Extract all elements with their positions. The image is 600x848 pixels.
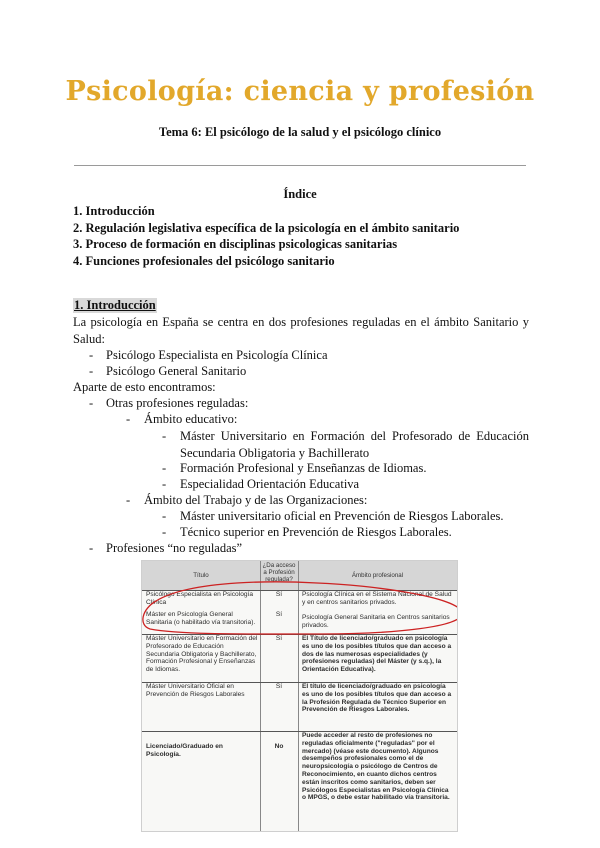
- index-item: 2. Regulación legislativa específica de la psicología en el ámbito sanitario: [73, 220, 460, 235]
- list-item: Técnico superior en Prevención de Riesgos Laborales.: [180, 525, 452, 539]
- table-cell: Psicólogo Especialista en Psicología Clínica: [146, 591, 254, 606]
- list-dash: -: [162, 477, 167, 491]
- table-header: Título: [193, 572, 209, 579]
- table-cell: Puede acceder al resto de profesiones no reguladas oficialmente ("reguladas" por el mercado) (véase este documento). Algunos desempeños profesionales como el de neuropsicología o psicólogo de Centros de Reconocimiento, en cuanto dichos centros están inscritos como sanitarios, deben ser Psicólogos Especialistas en Psicología Clínica o MPGS, o debe estar habilitado vía transitoria.: [302, 732, 450, 802]
- index-item: 4. Funciones profesionales del psicólogo sanitario: [73, 253, 335, 268]
- table-cell: Psicología Clínica en el Sistema Nacional de Salud y en centros sanitarios privados.: [302, 591, 452, 606]
- list-dash: -: [162, 429, 167, 443]
- table-header: ¿Da acceso a Profesión regulada?: [262, 562, 296, 583]
- table-cell: Sí: [275, 611, 283, 618]
- intro-paragraph: La psicología en España se centra en dos profesiones reguladas en el ámbito Sanitario y Salud:: [73, 315, 529, 346]
- index-item: 3. Proceso de formación en disciplinas psicologicas sanitarias: [73, 237, 398, 251]
- table-cell: El Título de licenciado/graduado en psicología es uno de los posibles títulos que dan acceso a dos de las numerosas especialidades (y profesiones reguladas) del Máster (y s.q.), la Orientación Educativa).: [302, 635, 452, 674]
- list-dash: -: [162, 461, 167, 475]
- table-cell: Máster en Psicología General Sanitaria (o habilitado vía transitoria).: [146, 611, 256, 626]
- table-cell: Máster Universitario en Formación del Profesorado de Educación Secundaria Obligatoria y Bachillerato, Formación Profesional y Enseñanzas de Idiomas.: [146, 635, 258, 674]
- table-header: Ámbito profesional: [351, 572, 404, 579]
- list-dash: -: [126, 412, 131, 426]
- list-item: Máster universitario oficial en Prevención de Riesgos Laborales.: [180, 509, 504, 523]
- list-dash: -: [162, 509, 167, 523]
- list-dash: -: [89, 364, 94, 378]
- list-dash: -: [162, 525, 167, 539]
- table-cell: Licenciado/Graduado en Psicología.: [146, 743, 223, 758]
- index-heading: Índice: [283, 187, 317, 201]
- list-item: Formación Profesional y Enseñanzas de Idiomas.: [180, 461, 427, 475]
- list-item: Ámbito educativo:: [144, 412, 238, 426]
- list-dash: -: [126, 493, 131, 507]
- list-item: Máster Universitario en Formación del Profesorado de Educación Secundaria Obligatoria y Bachillerato: [180, 429, 529, 460]
- table-cell: No: [274, 743, 284, 750]
- list-item: Ámbito del Trabajo y de las Organizaciones:: [144, 493, 368, 507]
- table-cell: Sí: [275, 683, 283, 690]
- list-item: Profesiones “no reguladas”: [106, 541, 243, 555]
- table-cell: Sí: [275, 591, 283, 598]
- section-heading: 1. Introducción: [74, 298, 156, 312]
- professions-table-image: [141, 560, 458, 832]
- page-subtitle: Tema 6: El psicólogo de la salud y el psicólogo clínico: [158, 125, 442, 139]
- table-cell: El título de licenciado/graduado en psicología es uno de los posibles títulos que dan acceso a la Profesión Regulada de Técnico Superior en Prevención de Riesgos Laborales.: [302, 683, 452, 714]
- list-dash: -: [89, 348, 94, 362]
- list-item: Psicólogo Especialista en Psicología Clínica: [106, 348, 328, 362]
- index-list: [73, 203, 459, 269]
- index-item: 1. Introducción: [73, 204, 155, 218]
- paragraph: Aparte de esto encontramos:: [73, 380, 216, 394]
- list-item: Otras profesiones reguladas:: [106, 396, 249, 410]
- table-cell: Psicología General Sanitaria en Centros sanitarios privados.: [302, 614, 450, 629]
- list-item: Psicólogo General Sanitario: [106, 364, 247, 378]
- horizontal-divider: [74, 165, 526, 166]
- list-dash: -: [89, 541, 94, 555]
- table-cell: Máster Universitario Oficial en Prevención de Riesgos Laborales: [146, 683, 245, 698]
- page-title: Psicología: ciencia y profesión: [65, 76, 535, 107]
- list-item: Especialidad Orientación Educativa: [180, 477, 360, 491]
- red-annotation-ellipse: [142, 561, 457, 831]
- list-dash: -: [89, 396, 94, 410]
- annotation-stroke: [143, 582, 457, 634]
- table-cell: Sí: [275, 635, 283, 642]
